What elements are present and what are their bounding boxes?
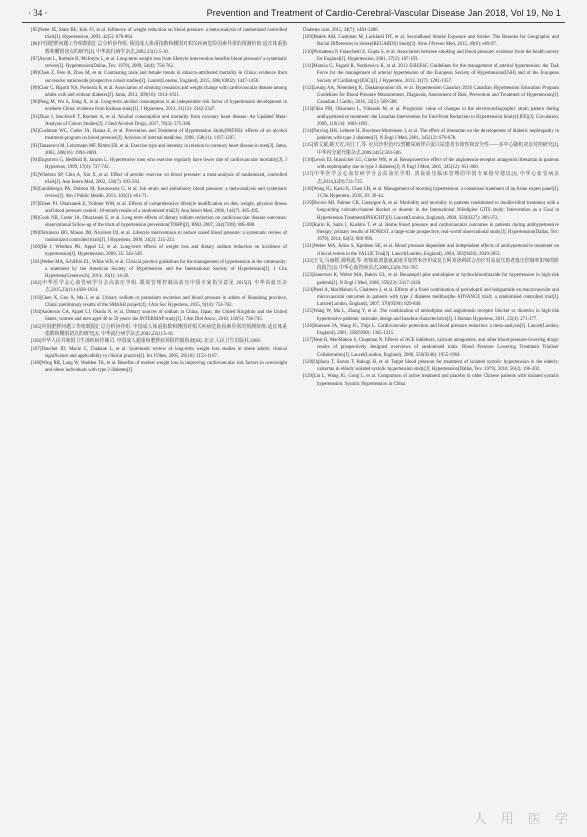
reference-entry: [89]Clair C, Rigotti NA, Porneala B, et al. Association of smoking cessation and weight change with cardiovascular disease among adults with and without diabetes[J]. Jama, 2013, 309(10): 1014-1021.: [31, 85, 287, 98]
reference-entry: [114]Parving HH, Lehnert H, Brochner-Mortensen J, et al. The effect of irbesartan on the development of diabetic nephropathy in patients with type 2 diabetes[J]. N Engl J Med, 2001, 345(12): 870-878.: [303, 129, 559, 142]
reference-entry: [90]Peng M, Wu S, Jiang X, et al. Long-term alcohol consumption is an independent risk factor of hypertension development in northern China: evidence from Kailuan study[J]. J Hypertens, 2013, 31(12): 2342-2347.: [31, 100, 287, 113]
running-header: [22, 8, 565, 23]
reference-entry: [85]Neter JE, Stam BE, Kok FJ, et al. Influence of weight reduction on blood pressure: a meta-analysis of randomized controlled trials[J]. Hypertension, 2003, 42(5): 878-884.: [31, 28, 287, 41]
reference-entry: [126]Staessen JA, Wang JG, Thijs L. Cardiovascular protection and blood pressure reduction: a meta-analysis[J]. Lancet(London, England), 2001, 358(9290): 1305-1315.: [303, 323, 559, 336]
page-number: · 34 ·: [28, 8, 48, 18]
reference-entry: [122]王文,马丽媛,刘明波,等. 初始低剂量氨氯地平加替米沙坦或复方阿米洛利联合治疗对高血压患者血压控制率影响的阶段报告[J]. 中华心血管病杂志,2009,25(8):701-707.: [303, 258, 559, 272]
reference-entry: Diabetes care, 2011, 34(7): 1481-1486.: [303, 28, 379, 33]
reference-entry: [101]Weber MA, Schiffrin EL, White WB, et al. Clinical practice guidelines for the management of hypertension in the community: a statement by the American Society of Hypertension and the International Society of Hypertension[J]. J Clin Hypertens(Greenwich), 2014, 16(1): 14-26.: [31, 259, 287, 279]
reference-entry: [103]Chen X, Guo X, Ma J, et al. Urinary sodium or potassium excretion and blood pressure in adults of Shandong province, China: preliminary results of the SMASH project[J]. J Am Soc Hypertens, 2015, 9(10): 754-762.: [31, 295, 287, 308]
reference-entry: [123]Jamerson K, Weber MA, Bakris GL, et al. Benazepril plus amlodipine or hydrochlorothiazide for hypertension in high-risk patients[J]. N Engl J Med, 2008, 359(23): 2417-2428.: [303, 273, 559, 286]
left-column: [31, 27, 287, 827]
reference-columns: [31, 27, 559, 827]
reference-entry: [108]Wing RR, Lang W, Wadden TA, et al. Benefits of modest weight loss in improving cardiovascular risk factors in overweight and obese individuals with type 2 diabetes[J].: [31, 361, 287, 374]
reference-entry: [129]Liu L, Wang JG, Gong L, et al. Comparison of active treatment and placebo in older Chinese patients with isolated systolic hypertension. Systolic Hypertension in China: [303, 374, 559, 387]
reference-entry: [87]Ascott L, Rothnie H, McIntyre L, et al. Long-term weight loss from lifestyle intervention benefits blood pressure? a systematic review[J]. Hypertension(Dallas, Tex: 1979), 2009, 54(4): 756-762.: [31, 56, 287, 70]
reference-entry: [111]Mancia G, Fagard R, Narkiewicz K, et al. 2013 ESH/ESC Guidelines for the management of arterial hypertension: the Task Force for the management of arterial hypertension of the European Society of Hypertension(ESH) and of the European Society of Cardiology(ESC)[J]. J Hypertens, 2013, 31(7): 1281-1357.: [303, 64, 559, 84]
right-column: [303, 27, 559, 827]
reference-entry: [93]Tanasescu M, Leitzmann MF, Rimm EB, et al. Exercise type and intensity in relation to coronary heart disease in men[J]. Jama, 2002, 288(16): 1994-2000.: [31, 143, 287, 156]
reference-entry: [121]Weber MA, Julius S, Kjeldsen SE, et al. Blood pressure dependent and independent effects of antihypertensive treatment on clinical events in the VALUE Trial[J]. Lancet(London, England), 2004, 363(9426): 2049-2051.: [303, 244, 559, 257]
reference-entry: [109]Malek AM, Cushman M, Lackland DT, et al. Secondhand Smoke Exposure and Stroke: The Reasons for Geographic and Racial Differences in Stroke(REGARDS) Study[J]. Ame J Preven Med, 2015, 49(6): e89-97.: [303, 35, 559, 48]
reference-entry: [118]Wang JG, Kario K, Chen CH, et al. Management of morning hypertension: a consensus statement of an Asian expert panel[J]. J Clin Hypertens, 2018, 20: 39-44.: [303, 186, 559, 199]
reference-entry: [110]Pirmatesta P, Falaschetti E, Gupta S, et al. Association between smoking and blood pressure: evidence from the health survey for England[J]. Hypertension, 2001, 37(2): 187-193.: [303, 49, 559, 62]
reference-entry: [104]Anderson CA, Appel LJ, Okuda N, et al. Dietary sources of sodium in China, Japan, the United Kingdom and the United States, women and men aged 40 to 59 years: the INTERMAP study[J]. J Am Diet Assoc, 2010, 110(5): 736-745.: [31, 310, 287, 323]
reference-entry: [92]Cushman WC, Cutler JA, Hanna E, et al. Prevention and Treatment of Hypertension Study(PATHS): effects of an alcohol treatment program on blood pressure[J]. Archives of internal medicine, 1998, 158(11): 1197-1207.: [31, 129, 287, 142]
reference-entry: [115]梁文斌,姚天宏,向江丁,等. 厄贝沙坦治疗2型糖尿病伴白蛋白尿患者有效性和安全性——多中心随机双盲对照研究[J]. 中华内分泌代谢杂志,2008,24(5):503-506.: [303, 143, 559, 156]
reference-entry: [106]中华人民共和国卫生部疾病控制司. 中国成人超重和肥胖症预防控制指南[M]. 北京:人民卫生出版社,2006.: [31, 339, 262, 345]
reference-entry: [98]Cook NR, Cutler JA, Obarzanek E, et al. Long term effects of dietary sodium reduction on cardiovascular disease outcomes: observational follow-up of the trials of hypertension prevention(TOHP)[J]. BMJ, 2007, 334(7599): 885-888.: [31, 216, 287, 229]
reference-entry: [119]Brown MJ, Palmer CR, Castaigne A, et al. Morbidity and mortality in patients randomised to double-blind treatment with a long-acting calcium-channel blocker or diuretic in the International Nifedipine GITS study: Intervention as a Goal in Hypertension Treatment(INSIGHT)[J]. Lancet(London, England), 2000, 356(9227): 366-372.: [303, 201, 559, 221]
reference-entry: [97]Elmer PJ, Obarzanek E, Vollmer WM, et al. Effects of comprehensive lifestyle modification on diet, weight, physical fitness and blood pressure control: 18-month results of a randomized trial[J]. Ann Intern Med, 2006, 144(7): 485-495.: [31, 201, 287, 214]
reference-entry: [94]Engstrom G, Hedblad B, Janzon L. Hypertensive men who exercise regularly have lower rate of cardiovascular mortality[J]. J Hypertens, 1999, 17(6): 737-742.: [31, 158, 287, 171]
reference-entry: [117]中华医学会心血管病学分会高血压学组. 清晨血压临床管理的中国专家指导建议[J]. 中华心血管病杂志,2014,42(9):721-725.: [303, 172, 559, 185]
reference-entry: [88]Chen Z, Peto R, Zhou M, et al. Contrasting male and female trends in tobacco-attributed mortality in China: evidence from successive nationwide prospective cohort studies[J]. Lancet(London, England), 2015, 386(10002): 1447-1456.: [31, 71, 287, 84]
reference-entry: [105]中国肥胖问题工作组数据汇总分析协作组. 中国成人体重指数和腰围对相关疾病危险因素异常的预测价值:适宜体重指数和腰围切点的研究[J]. 中华流行病学杂志,2002,23(1):5-10.: [31, 324, 287, 337]
reference-entry: [125]Wang W, Ma L, Zhang Y, et al. The combination of amlodipine and angiotensin receptor blocker or diuretics in high-risk hypertensive patients: rationale, design and baseline characteristics[J]. J Human Hypertens, 2011, 25(4): 271-277.: [303, 309, 559, 322]
reference-entry: [112]Leung AA, Nerenberg K, Daskalopoulou SS, et al. Hypertension Canada's 2016 Canadian Hypertension Education Program Guidelines for Blood Pressure Measurement, Diagnosis, Assessment of Risk, Prevention and Treatment of Hypertension[J]. Canadian J Cardio, 2016, 32(5): 569-588.: [303, 85, 559, 106]
reference-entry: [95]Whelton SP, Chin A, Xin X, et al. Effect of aerobic exercise on blood pressure: a meta-analysis of randomized, controlled trials[J]. Ann Intern Med, 2002, 136(7): 493-503.: [31, 172, 287, 185]
reference-entry: [113]Okin PM, Oikarinen L, Viitasalo M, et al. Prognostic value of changes in the electrocardiographic strain pattern during antihypertensive treatment: the Losartan Intervention for End-Point Reduction in Hypertension Study(LIFE)[J]. Circulation, 2009, 119(14): 1883-1891.: [303, 107, 559, 127]
journal-citation: Prevention and Treatment of Cardio-Cerebral-Vascular Disease Jan 2018, Vol 19, No 1: [206, 8, 561, 18]
reference-entry: [120]Kario K, Saito I, Kushiro T, et al. Home blood pressure and cardiovascular outcomes in patients during antihypertensive therapy: primary results of HONEST, a large-scale prospective, real-world observational study[J]. Hypertension(Dallas, Tex: 1979), 2014, 64(5): 989-996.: [303, 222, 559, 243]
reference-entry: [127]Neal B, MacMahon S, Chapman N. Effects of ACE inhibitors, calcium antagonists, and other blood-pressure-lowering drugs: results of prospectively designed overviews of randomised trials. Blood Pressure Lowering Treatment Trialists' Collaboration[J]. Lancet(London, England), 2000, 356(9246): 1955-1964.: [303, 338, 559, 358]
reference-entry: [107]Dauchet JD, Macie C, Thabane L, et al. Systematic review of long-term weight loss studies in obese adults: clinical significance and applicability to clinical practice[J]. Int J Obes, 2005, 29(10): 1153-1167.: [31, 346, 287, 359]
reference-entry: [96]Landsbergis PA, Dobson M, Koutsouras G, et al. Job strain and ambulatory blood pressure: a meta-analysis and systematic review[J]. Am J Public Health, 2013, 103(3): e61-71.: [31, 187, 287, 200]
reference-entry: [91]Zhao J, Stockwell T, Roemer A, et al. Alcohol consumption and mortality from coronary heart disease: An Updated Meta-Analysis of Cohort Studies[J]. J Stud Alcohol Drugs, 2017, 78(3): 375-386.: [31, 114, 287, 127]
reference-entry: [102]中华医学会心血管病学分会高血压学组. 限盐管理控制高血压中国专家指导意见 2015[J]. 中华高血压杂志,2015,23(11):1028-1034.: [31, 281, 287, 294]
reference-entry: [99]Dickinson HO, Mason JM, Nicolson DJ, et al. Lifestyle interventions to reduce raised blood pressure: a systematic review of randomized controlled trials[J]. J Hypertens, 2006, 24(2): 215-233.: [31, 230, 287, 243]
reference-entry: [86]中国肥胖问题工作组数据汇总分析协作组. 我国成人体重指数和腰围对相关疾病危险因素异常的预测价值:适宜体重指数和腰围切点的研究[J]. 中华流行病学杂志,2002,23(1):5-10.: [31, 42, 287, 55]
reference-entry: [116]Lewis EJ, Hunsicker LG, Clarke WR, et al. Renoprotective effect of the angiotensin-receptor antagonist irbesartan in patients with nephropathy due to type 2 diabetes[J]. N Engl J Med, 2001, 345(12): 851-860.: [303, 157, 559, 171]
reference-entry: [100]He J, Whelton PK, Appel LJ, et al. Long-term effects of weight loss and dietary sodium reduction on incidence of hypertension[J]. Hypertension, 2000, 35: 544-549.: [31, 245, 287, 258]
reference-entry: [124]Patel A, MacMahon S, Chalmers J, et al. Effects of a fixed combination of perindopril and indapamide on macrovascular and microvascular outcomes in patients with type 2 diabetes mellitus(the ADVANCE trial): a randomised controlled trial[J]. Lancet(London, England), 2007, 370(9590): 829-840.: [303, 287, 559, 308]
watermark: 人 用 医 学: [473, 812, 573, 827]
reference-entry: [128]Ogihara T, Saruta T, Rakugi H, et al. Target blood pressure for treatment of isolated systolic hypertension in the elderly: valsartan in elderly isolated systolic hypertension study[J]. Hypertension(Dallas, Tex: 1979), 2010, 56(2): 196-202.: [303, 359, 559, 373]
